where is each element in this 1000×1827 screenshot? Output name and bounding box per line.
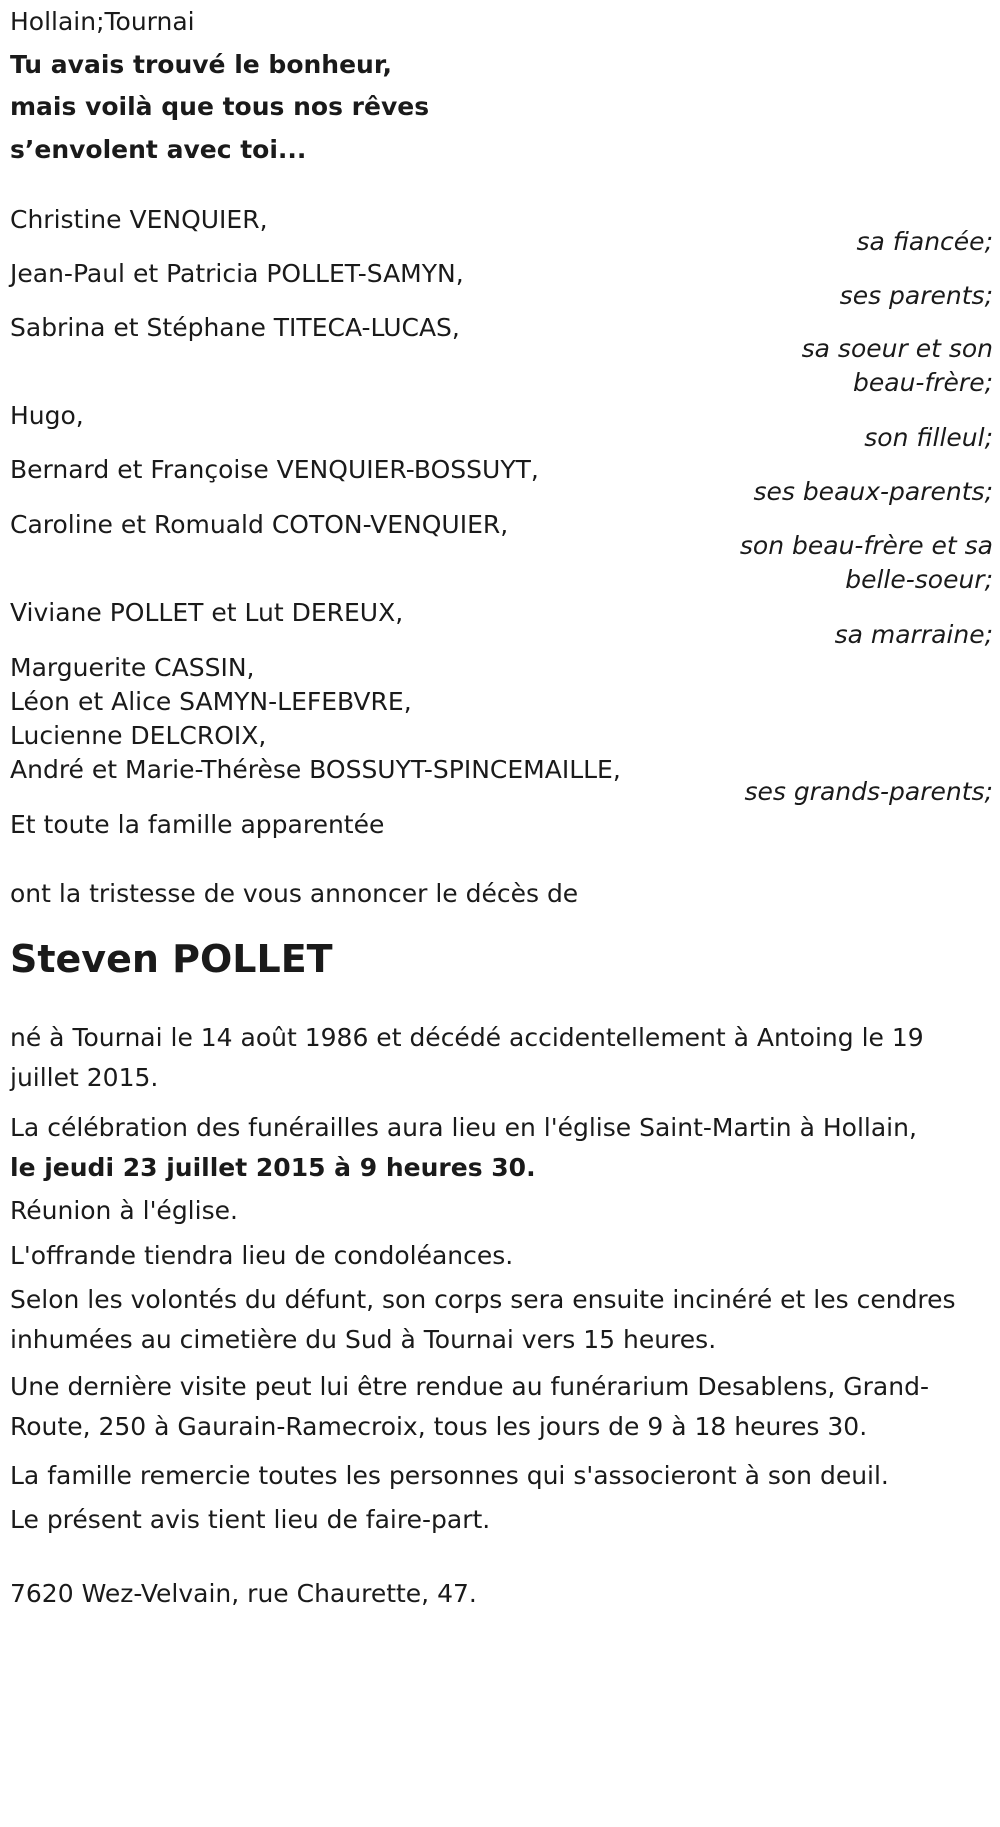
grandparent-2: Léon et Alice SAMYN-LEFEBVRE, (10, 687, 412, 716)
family-relation-1: sa fiancée; (856, 227, 993, 256)
family-name-7: Viviane POLLET et Lut DEREUX, (10, 598, 404, 627)
verse-line-2: mais voilà que tous nos rêves (10, 92, 430, 121)
ceremony-date: le jeudi 23 juillet 2015 à 9 heures 30. (10, 1153, 536, 1182)
extended-family: Et toute la famille apparentée (10, 810, 385, 839)
grandparents-relation: ses grands-parents; (744, 777, 993, 806)
meeting-text: Réunion à l'église. (10, 1196, 238, 1225)
family-relation-4: son filleul; (864, 423, 993, 452)
offering-text: L'offrande tiendra lieu de condoléances. (10, 1241, 514, 1270)
grandparent-4: André et Marie-Thérèse BOSSUYT-SPINCEMAILLE, (10, 755, 621, 784)
family-name-2: Jean-Paul et Patricia POLLET-SAMYN, (10, 259, 464, 288)
announcement: ont la tristesse de vous annoncer le décès de (10, 879, 579, 908)
family-name-1: Christine VENQUIER, (10, 205, 268, 234)
grandparent-1: Marguerite CASSIN, (10, 653, 255, 682)
thanks-text: La famille remercie toutes les personnes qui s'associeront à son deuil. (10, 1461, 889, 1490)
verse-line-3: s’envolent avec toi... (10, 135, 307, 164)
family-relation-2: ses parents; (839, 281, 993, 310)
family-name-4: Hugo, (10, 401, 84, 430)
family-relation-6a: son beau-frère et sa (739, 531, 993, 560)
family-name-3: Sabrina et Stéphane TITECA-LUCAS, (10, 313, 460, 342)
family-relation-6b: belle-soeur; (845, 565, 993, 594)
family-name-6: Caroline et Romuald COTON-VENQUIER, (10, 510, 509, 539)
ceremony-paragraph (10, 1108, 990, 1188)
grandparent-3: Lucienne DELCROIX, (10, 721, 267, 750)
verse-line-1: Tu avais trouvé le bonheur, (10, 50, 393, 79)
ceremony-text: La célébration des funérailles aura lieu en l'église Saint-Martin à Hollain, (10, 1113, 917, 1142)
family-relation-7: sa marraine; (834, 620, 993, 649)
visit-text: Une dernière visite peut lui être rendue au funérarium Desablens, Grand-Route, 250 à Gaurain-Ramecroix, tous les jours de 9 à 18 heures 30. (10, 1372, 929, 1441)
family-name-5: Bernard et Françoise VENQUIER-BOSSUYT, (10, 455, 539, 484)
family-relation-3b: beau-frère; (853, 368, 993, 397)
family-relation-3a: sa soeur et son (801, 334, 993, 363)
cremation-text: Selon les volontés du défunt, son corps sera ensuite incinéré et les cendres inhumées au cimetière du Sud à Tournai vers 15 heures. (10, 1285, 956, 1354)
address: 7620 Wez-Velvain, rue Chaurette, 47. (10, 1579, 477, 1608)
location-line: Hollain;Tournai (10, 7, 195, 36)
notice-text: Le présent avis tient lieu de faire-part. (10, 1505, 491, 1534)
family-relation-5: ses beaux-parents; (753, 477, 993, 506)
deceased-name: Steven POLLET (10, 937, 333, 981)
birth-death-text: né à Tournai le 14 août 1986 et décédé accidentellement à Antoing le 19 juillet 2015. (10, 1023, 924, 1092)
